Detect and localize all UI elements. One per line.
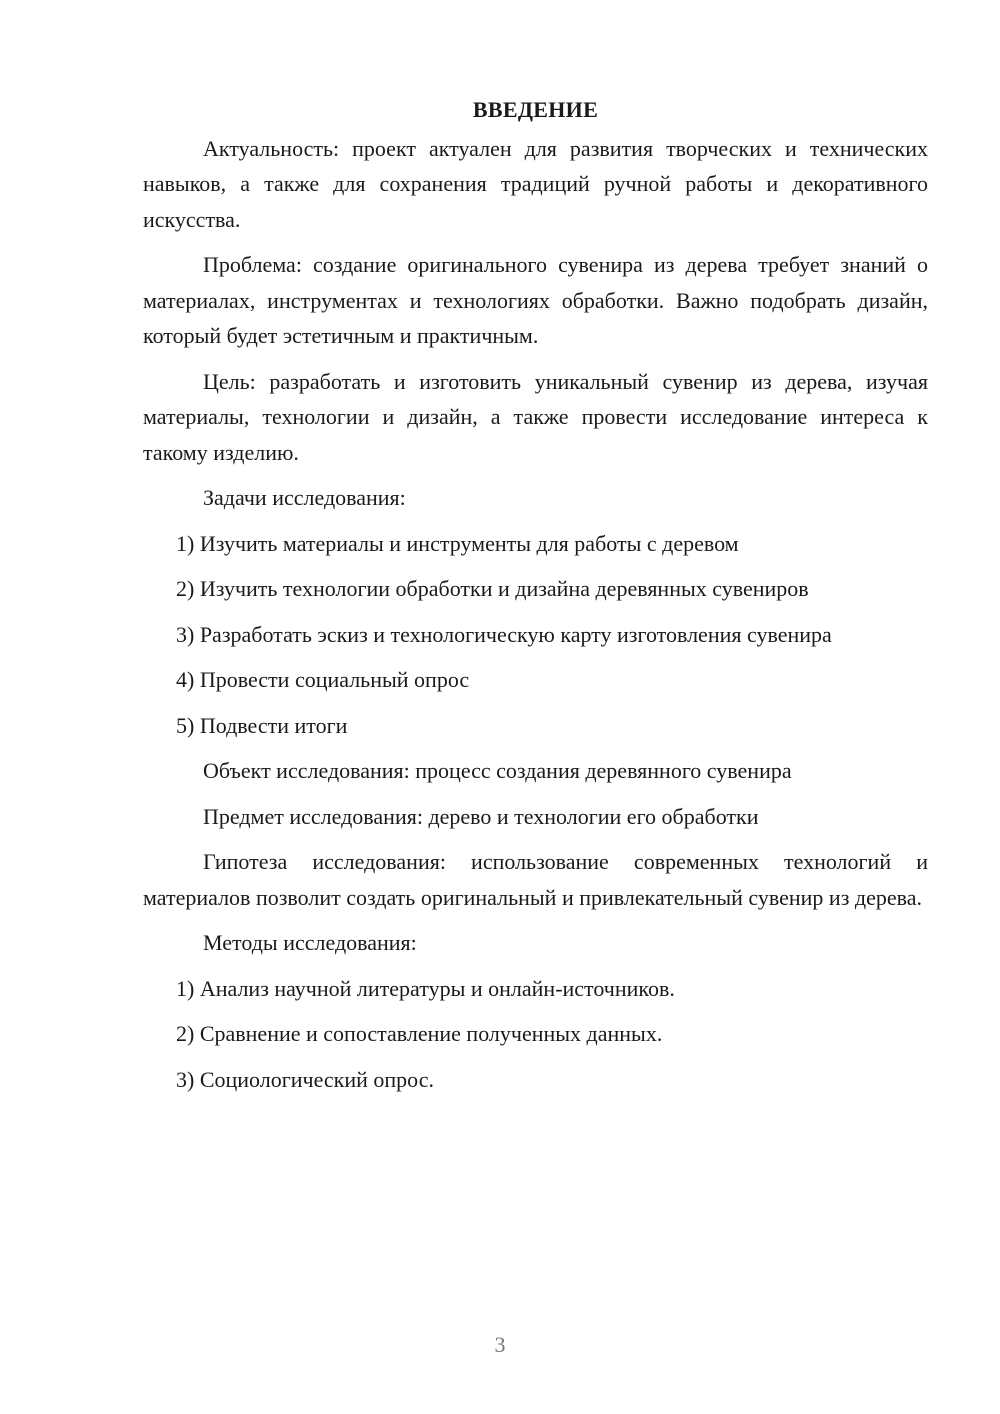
methods-heading: Методы исследования: [203, 930, 417, 955]
list-item: 5) Подвести итоги [176, 712, 348, 738]
subject-line: Предмет исследования: дерево и технологии его обработки [203, 803, 759, 829]
list-item: 3) Социологический опрос. [176, 1066, 434, 1092]
page-content [143, 92, 928, 1107]
page-number: 3 [494, 1332, 506, 1357]
methods-list [143, 971, 928, 1098]
goal-paragraph: Цель: разработать и изготовить уникальный сувенир из дерева, изучая материалы, технологии и дизайн, а также провести исследование интереса к такому изделию. [143, 368, 928, 465]
section-title: ВВЕДЕНИЕ [472, 97, 599, 122]
problem-paragraph: Проблема: создание оригинального сувенира из дерева требует знаний о материалах, инструментах и технологиях обработки. Важно подобрать дизайн, который будет эстетичным и практичным. [143, 252, 928, 348]
list-item: 2) Сравнение и сопоставление полученных данных. [176, 1021, 663, 1046]
relevance-paragraph: Актуальность: проект актуален для развития творческих и технических навыков, а также для сохранения традиций ручной работы и декоративного искусства. [143, 135, 928, 232]
list-item: 1) Анализ научной литературы и онлайн-источников. [176, 975, 675, 1001]
tasks-heading: Задачи исследования: [203, 485, 406, 510]
list-item: 2) Изучить технологии обработки и дизайна деревянных сувениров [176, 576, 809, 601]
tasks-list [143, 526, 928, 744]
list-item: 3) Разработать эскиз и технологическую карту изготовления сувенира [176, 621, 832, 647]
list-item: 1) Изучить материалы и инструменты для работы с деревом [176, 530, 739, 556]
hypothesis-paragraph: Гипотеза исследования: использование современных технологий и материалов позволит создать оригинальный и привлекательный сувенир из дерева. [143, 849, 928, 910]
list-item: 4) Провести социальный опрос [176, 667, 470, 692]
object-line: Объект исследования: процесс создания деревянного сувенира [203, 758, 792, 783]
